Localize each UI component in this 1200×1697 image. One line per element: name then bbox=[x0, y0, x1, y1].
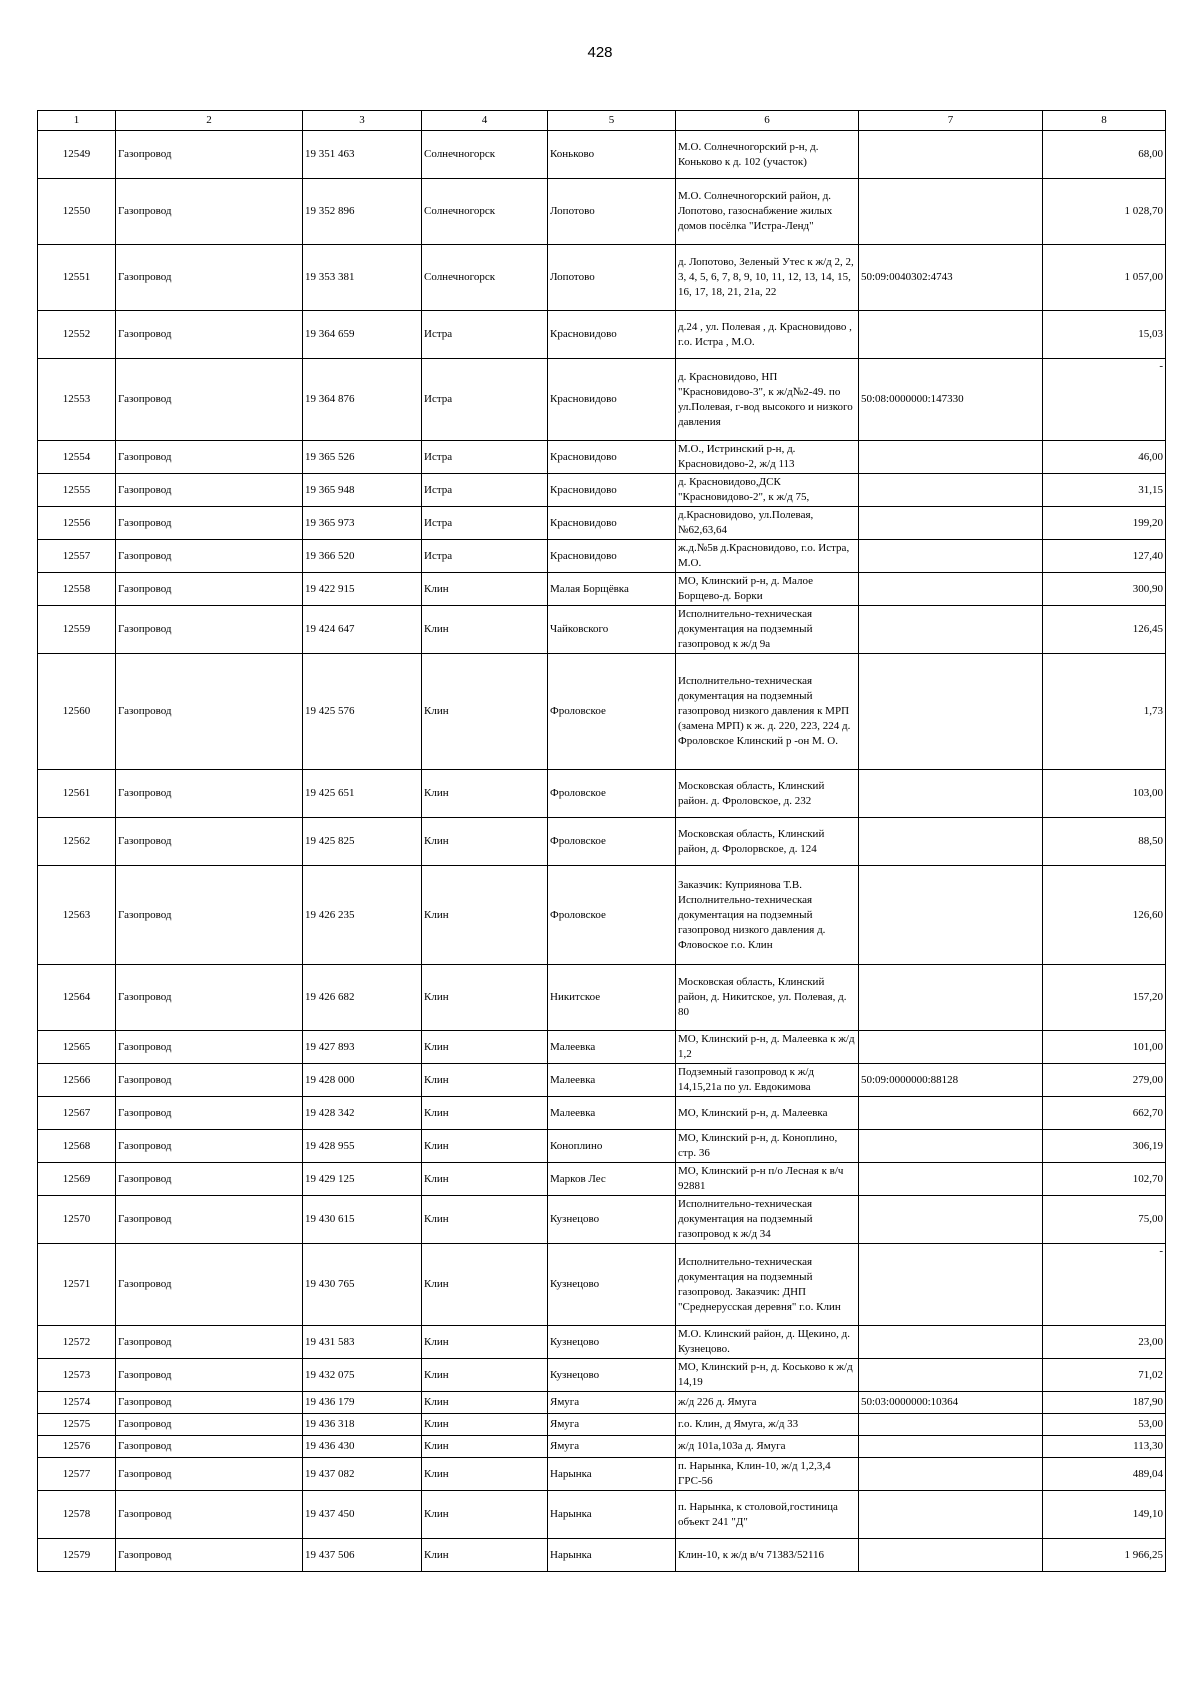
value-cell: 1,73 bbox=[1043, 654, 1166, 770]
value-cell: 53,00 bbox=[1043, 1414, 1166, 1436]
code-cell: 19 430 765 bbox=[303, 1244, 422, 1326]
cadastral-number-cell bbox=[859, 1436, 1043, 1458]
object-type-cell: Газопровод bbox=[116, 965, 303, 1031]
column-header-6: 6 bbox=[676, 111, 859, 131]
row-number-cell: 12563 bbox=[38, 866, 116, 965]
locality-cell: Ямуга bbox=[548, 1392, 676, 1414]
cadastral-number-cell bbox=[859, 606, 1043, 654]
district-cell: Клин bbox=[422, 1031, 548, 1064]
row-number-cell: 12562 bbox=[38, 818, 116, 866]
column-header-7: 7 bbox=[859, 111, 1043, 131]
cadastral-number-cell bbox=[859, 1244, 1043, 1326]
object-type-cell: Газопровод bbox=[116, 179, 303, 245]
table-row bbox=[38, 1196, 1166, 1244]
district-cell: Клин bbox=[422, 866, 548, 965]
cadastral-number-cell bbox=[859, 770, 1043, 818]
address-cell: п. Нарынка, к столовой,гостиница объект 241 "Д" bbox=[676, 1491, 859, 1539]
code-cell: 19 425 825 bbox=[303, 818, 422, 866]
row-number-cell: 12552 bbox=[38, 311, 116, 359]
table-row bbox=[38, 866, 1166, 965]
object-type-cell: Газопровод bbox=[116, 606, 303, 654]
code-cell: 19 428 955 bbox=[303, 1130, 422, 1163]
table-row bbox=[38, 179, 1166, 245]
code-cell: 19 428 342 bbox=[303, 1097, 422, 1130]
code-cell: 19 352 896 bbox=[303, 179, 422, 245]
header-row bbox=[38, 111, 1166, 131]
locality-cell: Кузнецово bbox=[548, 1359, 676, 1392]
row-number-cell: 12565 bbox=[38, 1031, 116, 1064]
object-type-cell: Газопровод bbox=[116, 540, 303, 573]
table-body bbox=[38, 131, 1166, 1572]
table-row bbox=[38, 1392, 1166, 1414]
cadastral-number-cell bbox=[859, 179, 1043, 245]
district-cell: Солнечногорск bbox=[422, 131, 548, 179]
code-cell: 19 424 647 bbox=[303, 606, 422, 654]
row-number-cell: 12571 bbox=[38, 1244, 116, 1326]
table-row bbox=[38, 311, 1166, 359]
value-cell: 1 057,00 bbox=[1043, 245, 1166, 311]
address-cell: МО, Клинский р-н, д. Малое Борщево-д. Борки bbox=[676, 573, 859, 606]
address-cell: МО, Клинский р-н п/о Лесная к в/ч 92881 bbox=[676, 1163, 859, 1196]
cadastral-number-cell bbox=[859, 573, 1043, 606]
code-cell: 19 365 526 bbox=[303, 441, 422, 474]
district-cell: Истра bbox=[422, 359, 548, 441]
value-cell: 113,30 bbox=[1043, 1436, 1166, 1458]
address-cell: МО, Клинский р-н, д. Коноплино, стр. 36 bbox=[676, 1130, 859, 1163]
row-number-cell: 12549 bbox=[38, 131, 116, 179]
object-type-cell: Газопровод bbox=[116, 1326, 303, 1359]
object-type-cell: Газопровод bbox=[116, 1244, 303, 1326]
cadastral-number-cell: 50:08:0000000:147330 bbox=[859, 359, 1043, 441]
value-cell: 300,90 bbox=[1043, 573, 1166, 606]
value-cell: 1 028,70 bbox=[1043, 179, 1166, 245]
value-cell: 149,10 bbox=[1043, 1491, 1166, 1539]
cadastral-number-cell: 50:03:0000000:10364 bbox=[859, 1392, 1043, 1414]
locality-cell: Нарынка bbox=[548, 1491, 676, 1539]
locality-cell: Малеевка bbox=[548, 1097, 676, 1130]
address-cell: п. Нарынка, Клин-10, ж/д 1,2,3,4 ГРС-56 bbox=[676, 1458, 859, 1491]
cadastral-number-cell bbox=[859, 1031, 1043, 1064]
row-number-cell: 12561 bbox=[38, 770, 116, 818]
code-cell: 19 437 450 bbox=[303, 1491, 422, 1539]
table-row bbox=[38, 1436, 1166, 1458]
row-number-cell: 12572 bbox=[38, 1326, 116, 1359]
locality-cell: Малеевка bbox=[548, 1031, 676, 1064]
object-type-cell: Газопровод bbox=[116, 1163, 303, 1196]
table-row bbox=[38, 1097, 1166, 1130]
object-type-cell: Газопровод bbox=[116, 1414, 303, 1436]
district-cell: Клин bbox=[422, 1130, 548, 1163]
locality-cell: Марков Лес bbox=[548, 1163, 676, 1196]
code-cell: 19 436 318 bbox=[303, 1414, 422, 1436]
locality-cell: Малая Борщёвка bbox=[548, 573, 676, 606]
column-header-4: 4 bbox=[422, 111, 548, 131]
row-number-cell: 12566 bbox=[38, 1064, 116, 1097]
locality-cell: Чайковского bbox=[548, 606, 676, 654]
address-cell: Подземный газопровод к ж/д 14,15,21а по ул. Евдокимова bbox=[676, 1064, 859, 1097]
district-cell: Клин bbox=[422, 1392, 548, 1414]
row-number-cell: 12556 bbox=[38, 507, 116, 540]
address-cell: Исполнительно-техническая документация на подземный газопровод. Заказчик: ДНП "Среднерусская деревня" г.о. Клин bbox=[676, 1244, 859, 1326]
object-type-cell: Газопровод bbox=[116, 573, 303, 606]
code-cell: 19 425 651 bbox=[303, 770, 422, 818]
value-cell: 71,02 bbox=[1043, 1359, 1166, 1392]
table-row bbox=[38, 654, 1166, 770]
object-type-cell: Газопровод bbox=[116, 1359, 303, 1392]
locality-cell: Фроловское bbox=[548, 654, 676, 770]
object-type-cell: Газопровод bbox=[116, 1491, 303, 1539]
locality-cell: Красновидово bbox=[548, 311, 676, 359]
object-type-cell: Газопровод bbox=[116, 1539, 303, 1572]
cadastral-number-cell bbox=[859, 818, 1043, 866]
row-number-cell: 12564 bbox=[38, 965, 116, 1031]
district-cell: Клин bbox=[422, 1097, 548, 1130]
cadastral-number-cell bbox=[859, 1163, 1043, 1196]
table-row bbox=[38, 1359, 1166, 1392]
code-cell: 19 365 948 bbox=[303, 474, 422, 507]
object-type-cell: Газопровод bbox=[116, 1196, 303, 1244]
object-type-cell: Газопровод bbox=[116, 654, 303, 770]
table-row bbox=[38, 1163, 1166, 1196]
district-cell: Клин bbox=[422, 1196, 548, 1244]
district-cell: Клин bbox=[422, 1414, 548, 1436]
row-number-cell: 12560 bbox=[38, 654, 116, 770]
code-cell: 19 425 576 bbox=[303, 654, 422, 770]
row-number-cell: 12555 bbox=[38, 474, 116, 507]
object-type-cell: Газопровод bbox=[116, 1130, 303, 1163]
locality-cell: Фроловское bbox=[548, 818, 676, 866]
row-number-cell: 12559 bbox=[38, 606, 116, 654]
address-cell: М.О. Солнечногорский р-н, д. Коньково к д. 102 (участок) bbox=[676, 131, 859, 179]
code-cell: 19 364 659 bbox=[303, 311, 422, 359]
district-cell: Клин bbox=[422, 1539, 548, 1572]
object-type-cell: Газопровод bbox=[116, 245, 303, 311]
locality-cell: Коньково bbox=[548, 131, 676, 179]
object-type-cell: Газопровод bbox=[116, 770, 303, 818]
locality-cell: Кузнецово bbox=[548, 1326, 676, 1359]
value-cell: - bbox=[1043, 1244, 1166, 1326]
value-cell: 306,19 bbox=[1043, 1130, 1166, 1163]
address-cell: ж/д 226 д. Ямуга bbox=[676, 1392, 859, 1414]
address-cell: ж.д.№5в д.Красновидово, г.о. Истра, М.О. bbox=[676, 540, 859, 573]
cadastral-number-cell bbox=[859, 965, 1043, 1031]
cadastral-number-cell bbox=[859, 131, 1043, 179]
code-cell: 19 437 506 bbox=[303, 1539, 422, 1572]
value-cell: 103,00 bbox=[1043, 770, 1166, 818]
locality-cell: Коноплино bbox=[548, 1130, 676, 1163]
table-row bbox=[38, 606, 1166, 654]
row-number-cell: 12577 bbox=[38, 1458, 116, 1491]
row-number-cell: 12576 bbox=[38, 1436, 116, 1458]
row-number-cell: 12578 bbox=[38, 1491, 116, 1539]
district-cell: Клин bbox=[422, 1064, 548, 1097]
cadastral-number-cell bbox=[859, 474, 1043, 507]
address-cell: Исполнительно-техническая документация на подземный газопровод к ж/д 34 bbox=[676, 1196, 859, 1244]
value-cell: 127,40 bbox=[1043, 540, 1166, 573]
district-cell: Клин bbox=[422, 1458, 548, 1491]
table-row bbox=[38, 965, 1166, 1031]
code-cell: 19 436 430 bbox=[303, 1436, 422, 1458]
district-cell: Истра bbox=[422, 507, 548, 540]
value-cell: 15,03 bbox=[1043, 311, 1166, 359]
locality-cell: Никитское bbox=[548, 965, 676, 1031]
locality-cell: Фроловское bbox=[548, 866, 676, 965]
address-cell: Исполнительно-техническая документация на подземный газопровод низкого давления к МРП (замена МРП) к ж. д. 220, 223, 224 д. Фроловское Клинский р -он М. О. bbox=[676, 654, 859, 770]
code-cell: 19 426 235 bbox=[303, 866, 422, 965]
locality-cell: Красновидово bbox=[548, 359, 676, 441]
locality-cell: Ямуга bbox=[548, 1414, 676, 1436]
row-number-cell: 12558 bbox=[38, 573, 116, 606]
table-row bbox=[38, 540, 1166, 573]
district-cell: Истра bbox=[422, 441, 548, 474]
object-type-cell: Газопровод bbox=[116, 1064, 303, 1097]
locality-cell: Лопотово bbox=[548, 179, 676, 245]
value-cell: 489,04 bbox=[1043, 1458, 1166, 1491]
district-cell: Клин bbox=[422, 1163, 548, 1196]
value-cell: 187,90 bbox=[1043, 1392, 1166, 1414]
district-cell: Клин bbox=[422, 770, 548, 818]
table-row bbox=[38, 1326, 1166, 1359]
address-cell: Исполнительно-техническая документация на подземный газопровод к ж/д 9а bbox=[676, 606, 859, 654]
row-number-cell: 12579 bbox=[38, 1539, 116, 1572]
row-number-cell: 12570 bbox=[38, 1196, 116, 1244]
district-cell: Клин bbox=[422, 1436, 548, 1458]
table-row bbox=[38, 474, 1166, 507]
cadastral-number-cell bbox=[859, 1130, 1043, 1163]
row-number-cell: 12554 bbox=[38, 441, 116, 474]
code-cell: 19 431 583 bbox=[303, 1326, 422, 1359]
locality-cell: Кузнецово bbox=[548, 1196, 676, 1244]
table-row bbox=[38, 1244, 1166, 1326]
column-header-8: 8 bbox=[1043, 111, 1166, 131]
object-type-cell: Газопровод bbox=[116, 507, 303, 540]
value-cell: 75,00 bbox=[1043, 1196, 1166, 1244]
row-number-cell: 12551 bbox=[38, 245, 116, 311]
object-type-cell: Газопровод bbox=[116, 866, 303, 965]
object-type-cell: Газопровод bbox=[116, 1097, 303, 1130]
table-row bbox=[38, 818, 1166, 866]
district-cell: Истра bbox=[422, 474, 548, 507]
locality-cell: Ямуга bbox=[548, 1436, 676, 1458]
value-cell: - bbox=[1043, 359, 1166, 441]
district-cell: Солнечногорск bbox=[422, 179, 548, 245]
locality-cell: Нарынка bbox=[548, 1458, 676, 1491]
column-header-3: 3 bbox=[303, 111, 422, 131]
district-cell: Клин bbox=[422, 818, 548, 866]
table-row bbox=[38, 1491, 1166, 1539]
address-cell: д.Красновидово, ул.Полевая, №62,63,64 bbox=[676, 507, 859, 540]
code-cell: 19 366 520 bbox=[303, 540, 422, 573]
value-cell: 102,70 bbox=[1043, 1163, 1166, 1196]
cadastral-number-cell bbox=[859, 1414, 1043, 1436]
district-cell: Клин bbox=[422, 573, 548, 606]
cadastral-number-cell bbox=[859, 1326, 1043, 1359]
code-cell: 19 364 876 bbox=[303, 359, 422, 441]
object-type-cell: Газопровод bbox=[116, 1031, 303, 1064]
district-cell: Клин bbox=[422, 606, 548, 654]
cadastral-number-cell bbox=[859, 1539, 1043, 1572]
table-row bbox=[38, 359, 1166, 441]
code-cell: 19 432 075 bbox=[303, 1359, 422, 1392]
cadastral-number-cell bbox=[859, 1491, 1043, 1539]
cadastral-number-cell bbox=[859, 311, 1043, 359]
code-cell: 19 422 915 bbox=[303, 573, 422, 606]
address-cell: ж/д 101а,103а д. Ямуга bbox=[676, 1436, 859, 1458]
object-type-cell: Газопровод bbox=[116, 131, 303, 179]
locality-cell: Красновидово bbox=[548, 540, 676, 573]
code-cell: 19 353 381 bbox=[303, 245, 422, 311]
address-cell: М.О., Истринский р-н, д. Красновидово-2, ж/д 113 bbox=[676, 441, 859, 474]
column-header-5: 5 bbox=[548, 111, 676, 131]
locality-cell: Лопотово bbox=[548, 245, 676, 311]
address-cell: Московская область, Клинский район, д. Никитское, ул. Полевая, д. 80 bbox=[676, 965, 859, 1031]
object-type-cell: Газопровод bbox=[116, 474, 303, 507]
address-cell: М.О. Солнечногорский район, д. Лопотово, газоснабжение жилых домов посёлка "Истра-Ленд" bbox=[676, 179, 859, 245]
table-row bbox=[38, 770, 1166, 818]
table-row bbox=[38, 1064, 1166, 1097]
code-cell: 19 365 973 bbox=[303, 507, 422, 540]
district-cell: Истра bbox=[422, 311, 548, 359]
code-cell: 19 430 615 bbox=[303, 1196, 422, 1244]
cadastral-number-cell bbox=[859, 654, 1043, 770]
district-cell: Клин bbox=[422, 654, 548, 770]
table-row bbox=[38, 245, 1166, 311]
code-cell: 19 437 082 bbox=[303, 1458, 422, 1491]
row-number-cell: 12574 bbox=[38, 1392, 116, 1414]
row-number-cell: 12557 bbox=[38, 540, 116, 573]
address-cell: МО, Клинский р-н, д. Малеевка к ж/д 1,2 bbox=[676, 1031, 859, 1064]
cadastral-number-cell bbox=[859, 1458, 1043, 1491]
locality-cell: Малеевка bbox=[548, 1064, 676, 1097]
row-number-cell: 12553 bbox=[38, 359, 116, 441]
locality-cell: Красновидово bbox=[548, 507, 676, 540]
value-cell: 46,00 bbox=[1043, 441, 1166, 474]
address-cell: Московская область, Клинский район. д. Фроловское, д. 232 bbox=[676, 770, 859, 818]
cadastral-number-cell: 50:09:0040302:4743 bbox=[859, 245, 1043, 311]
code-cell: 19 427 893 bbox=[303, 1031, 422, 1064]
table-row bbox=[38, 131, 1166, 179]
row-number-cell: 12550 bbox=[38, 179, 116, 245]
row-number-cell: 12569 bbox=[38, 1163, 116, 1196]
address-cell: Клин-10, к ж/д в/ч 71383/52116 bbox=[676, 1539, 859, 1572]
address-cell: д. Лопотово, Зеленый Утес к ж/д 2, 2, 3, 4, 5, 6, 7, 8, 9, 10, 11, 12, 13, 14, 15, 16, 17, 18, 21, 21а, 22 bbox=[676, 245, 859, 311]
cadastral-number-cell bbox=[859, 507, 1043, 540]
value-cell: 199,20 bbox=[1043, 507, 1166, 540]
table-row bbox=[38, 1130, 1166, 1163]
table-row bbox=[38, 441, 1166, 474]
value-cell: 157,20 bbox=[1043, 965, 1166, 1031]
code-cell: 19 429 125 bbox=[303, 1163, 422, 1196]
address-cell: Заказчик: Куприянова Т.В. Исполнительно-техническая документация на подземный газопровод низкого давления д. Фловоское г.о. Клин bbox=[676, 866, 859, 965]
district-cell: Солнечногорск bbox=[422, 245, 548, 311]
value-cell: 31,15 bbox=[1043, 474, 1166, 507]
locality-cell: Нарынка bbox=[548, 1539, 676, 1572]
code-cell: 19 351 463 bbox=[303, 131, 422, 179]
address-cell: МО, Клинский р-н, д. Коськово к ж/д 14,19 bbox=[676, 1359, 859, 1392]
row-number-cell: 12567 bbox=[38, 1097, 116, 1130]
table-row bbox=[38, 507, 1166, 540]
code-cell: 19 428 000 bbox=[303, 1064, 422, 1097]
value-cell: 88,50 bbox=[1043, 818, 1166, 866]
table-row bbox=[38, 573, 1166, 606]
district-cell: Клин bbox=[422, 1244, 548, 1326]
cadastral-number-cell bbox=[859, 540, 1043, 573]
row-number-cell: 12573 bbox=[38, 1359, 116, 1392]
value-cell: 279,00 bbox=[1043, 1064, 1166, 1097]
address-cell: д.24 , ул. Полевая , д. Красновидово , г.о. Истра , М.О. bbox=[676, 311, 859, 359]
value-cell: 126,60 bbox=[1043, 866, 1166, 965]
value-cell: 1 966,25 bbox=[1043, 1539, 1166, 1572]
object-type-cell: Газопровод bbox=[116, 311, 303, 359]
object-type-cell: Газопровод bbox=[116, 818, 303, 866]
table-row bbox=[38, 1414, 1166, 1436]
cadastral-number-cell: 50:09:0000000:88128 bbox=[859, 1064, 1043, 1097]
cadastral-number-cell bbox=[859, 1359, 1043, 1392]
cadastral-number-cell bbox=[859, 866, 1043, 965]
locality-cell: Красновидово bbox=[548, 441, 676, 474]
code-cell: 19 426 682 bbox=[303, 965, 422, 1031]
address-cell: Московская область, Клинский район, д. Фролорвское, д. 124 bbox=[676, 818, 859, 866]
cadastral-number-cell bbox=[859, 1196, 1043, 1244]
registry-table bbox=[37, 110, 1166, 1572]
district-cell: Истра bbox=[422, 540, 548, 573]
value-cell: 662,70 bbox=[1043, 1097, 1166, 1130]
row-number-cell: 12568 bbox=[38, 1130, 116, 1163]
district-cell: Клин bbox=[422, 965, 548, 1031]
district-cell: Клин bbox=[422, 1491, 548, 1539]
address-cell: д. Красновидово,ДСК "Красновидово-2", к ж/д 75, bbox=[676, 474, 859, 507]
object-type-cell: Газопровод bbox=[116, 1458, 303, 1491]
table-row bbox=[38, 1031, 1166, 1064]
object-type-cell: Газопровод bbox=[116, 1436, 303, 1458]
table-row bbox=[38, 1458, 1166, 1491]
value-cell: 68,00 bbox=[1043, 131, 1166, 179]
address-cell: д. Красновидово, НП "Красновидово-3", к ж/д№2-49. по ул.Полевая, г-вод высокого и низкого давления bbox=[676, 359, 859, 441]
locality-cell: Фроловское bbox=[548, 770, 676, 818]
object-type-cell: Газопровод bbox=[116, 359, 303, 441]
object-type-cell: Газопровод bbox=[116, 1392, 303, 1414]
cadastral-number-cell bbox=[859, 1097, 1043, 1130]
locality-cell: Кузнецово bbox=[548, 1244, 676, 1326]
value-cell: 126,45 bbox=[1043, 606, 1166, 654]
locality-cell: Красновидово bbox=[548, 474, 676, 507]
value-cell: 23,00 bbox=[1043, 1326, 1166, 1359]
page-number: 428 bbox=[587, 44, 613, 61]
object-type-cell: Газопровод bbox=[116, 441, 303, 474]
address-cell: МО, Клинский р-н, д. Малеевка bbox=[676, 1097, 859, 1130]
table-row bbox=[38, 1539, 1166, 1572]
row-number-cell: 12575 bbox=[38, 1414, 116, 1436]
address-cell: М.О. Клинский район, д. Щекино, д. Кузнецово. bbox=[676, 1326, 859, 1359]
column-header-2: 2 bbox=[116, 111, 303, 131]
code-cell: 19 436 179 bbox=[303, 1392, 422, 1414]
cadastral-number-cell bbox=[859, 441, 1043, 474]
column-header-1: 1 bbox=[38, 111, 116, 131]
address-cell: г.о. Клин, д Ямуга, ж/д 33 bbox=[676, 1414, 859, 1436]
district-cell: Клин bbox=[422, 1326, 548, 1359]
value-cell: 101,00 bbox=[1043, 1031, 1166, 1064]
district-cell: Клин bbox=[422, 1359, 548, 1392]
